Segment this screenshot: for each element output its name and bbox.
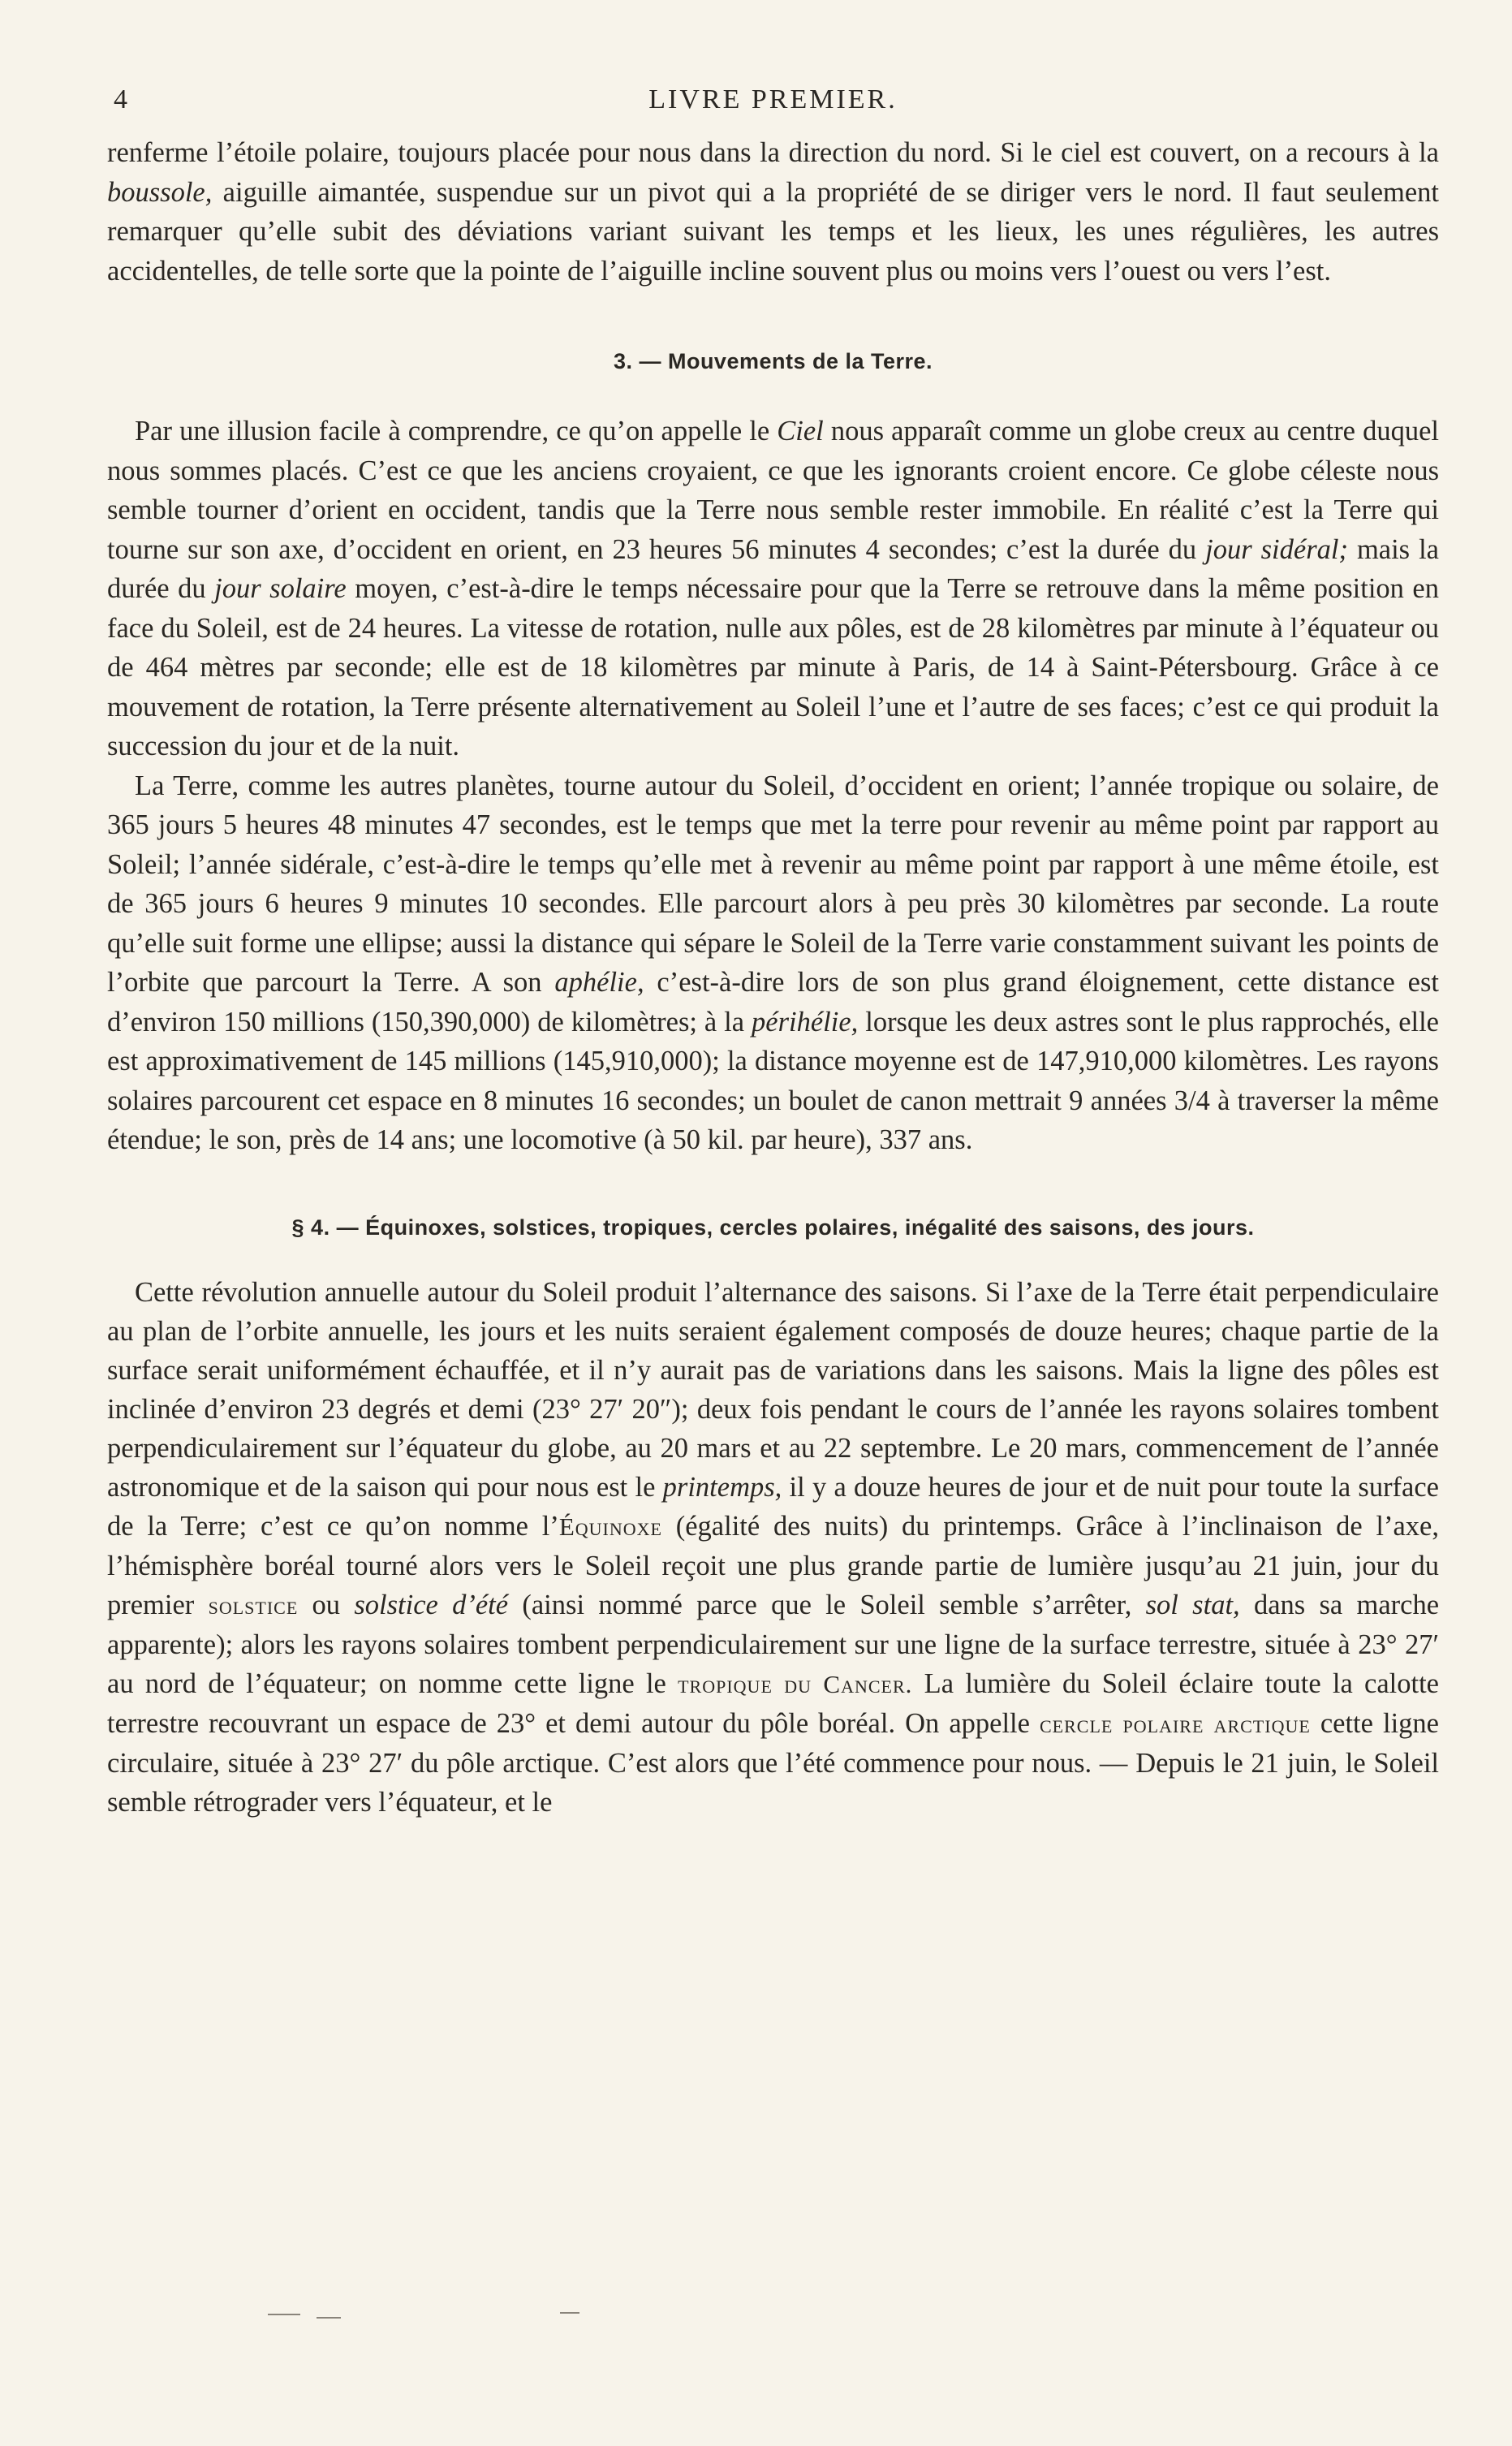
paragraph-seasons: Cette révolution annuelle autour du Soleil produit l’alternance des saisons. Si l’axe de la Terre était perpendiculaire au plan de l’orbite annuelle, les jours et les nuits seraient également composés de douze heures; chaque partie de la surface serait uniformément échauffée, et il n’y aurait pas de variations dans les saisons. Mais la ligne des pôles est inclinée d’environ 23 degrés et demi (23° 27′ 20″); deux fois pendant le cours de l’année les rayons solaires tombent perpendiculairement sur l’équateur du globe, au 20 mars et au 22 septembre. Le 20 mars, commencement de l’année astronomique et de la saison qui pour nous est le printemps, il y a douze heures de jour et de nuit pour toute la surface de la Terre; c’est ce qu’on nomme l’Équinoxe (égalité des nuits) du printemps. Grâce à l’inclinaison de l’axe, l’hémisphère boréal tourné alors vers le Soleil reçoit une plus grande partie de lumière jusqu’au 21 juin, jour du premier solstice ou solstice d’été (ainsi nommé parce que le Soleil semble s’arrêter, sol stat, dans sa marche apparente); alors les rayons solaires tombent perpendiculairement sur une ligne de la surface terrestre, située à 23° 27′ au nord de l’équateur; on nomme cette ligne le tropique du Cancer. La lumière du Soleil éclaire toute la calotte terrestre recouvrant un espace de 23° et demi autour du pôle boréal. On appelle cercle polaire arctique cette ligne circulaire, située à 23° 27′ du pôle arctique. C’est alors que l’été commence pour nous. — Depuis le 21 juin, le Soleil semble rétrograder vers l’équateur, et le xyxy=(107,1276,1440,1818)
page-number: 4 xyxy=(114,84,130,114)
section-4-title: § 4. — Équinoxes, solstices, tropiques, cercles polaires, inégalité des saisons, des jours. xyxy=(291,1214,1255,1240)
section-3-title: 3. — Mouvements de la Terre. xyxy=(613,349,933,373)
smudge-mark xyxy=(560,2312,579,2314)
smudge-mark xyxy=(268,2314,300,2315)
running-title: LIVRE PREMIER. xyxy=(648,84,898,114)
smudge-mark xyxy=(317,2317,341,2319)
page-smudge-marks xyxy=(268,2310,592,2327)
paragraph-compass: renferme l’étoile polaire, toujours placée pour nous dans la direction du nord. Si le ciel est couvert, on a recours à la boussole, aiguille aimantée, suspendue sur un pivot qui a la propriété de se diriger vers le nord. Il faut seulement remarquer qu’elle subit des déviations variant suivant les temps et les lieux, les unes régulières, les autres accidentelles, de telle sorte que la pointe de l’aiguille incline souvent plus ou moins vers l’ouest ou vers l’est. xyxy=(107,137,1439,287)
paragraph-rotation: Par une illusion facile à comprendre, ce qu’on appelle le Ciel nous apparaît comme un globe creux au centre duquel nous sommes placés. C’est ce que les anciens croyaient, ce que les ignorants croient encore. Ce globe céleste nous semble tourner d’orient en occident, tandis que la Terre nous semble rester immobile. En réalité c’est la Terre qui tourne sur son axe, d’occident en orient, en 23 heures 56 minutes 4 secondes; c’est la durée du jour sidéral; mais la durée du jour solaire moyen, c’est-à-dire le temps nécessaire pour que la Terre se retrouve dans la même position en face du Soleil, est de 24 heures. La vitesse de rotation, nulle aux pôles, est de 28 kilomètres par minute à l’équateur ou de 464 mètres par seconde; elle est de 18 kilomètres par minute à Paris, de 14 à Saint-Pétersbourg. Grâce à ce mouvement de rotation, la Terre présente alternativement au Soleil l’une et l’autre de ses faces; c’est ce qui produit la succession du jour et de la nuit. xyxy=(107,416,1439,761)
paragraph-revolution: La Terre, comme les autres planètes, tourne autour du Soleil, d’occident en orient; l’année tropique ou solaire, de 365 jours 5 heures 48 minutes 47 secondes, est le temps que met la terre pour revenir au même point par rapport au Soleil; l’année sidérale, c’est-à-dire le temps qu’elle met à revenir au même point par rapport à une même étoile, est de 365 jours 6 heures 9 minutes 10 secondes. Elle parcourt alors à peu près 30 kilomètres par seconde. La route qu’elle suit forme une ellipse; aussi la distance qui sépare le Soleil de la Terre varie constamment suivant les points de l’orbite que parcourt la Terre. A son aphélie, c’est-à-dire lors de son plus grand éloignement, cette distance est d’environ 150 millions (150,390,000) de kilomètres; à la périhélie, lorsque les deux astres sont le plus rapprochés, elle est approximativement de 145 millions (145,910,000); la distance moyenne est de 147,910,000 kilomètres. Les rayons solaires parcourent cet espace en 8 minutes 16 secondes; un boulet de canon mettrait 9 années 3/4 à traverser la même étendue; le son, près de 14 ans; une locomotive (à 50 kil. par heure), 337 ans. xyxy=(107,770,1439,1155)
page-header xyxy=(107,84,1439,133)
